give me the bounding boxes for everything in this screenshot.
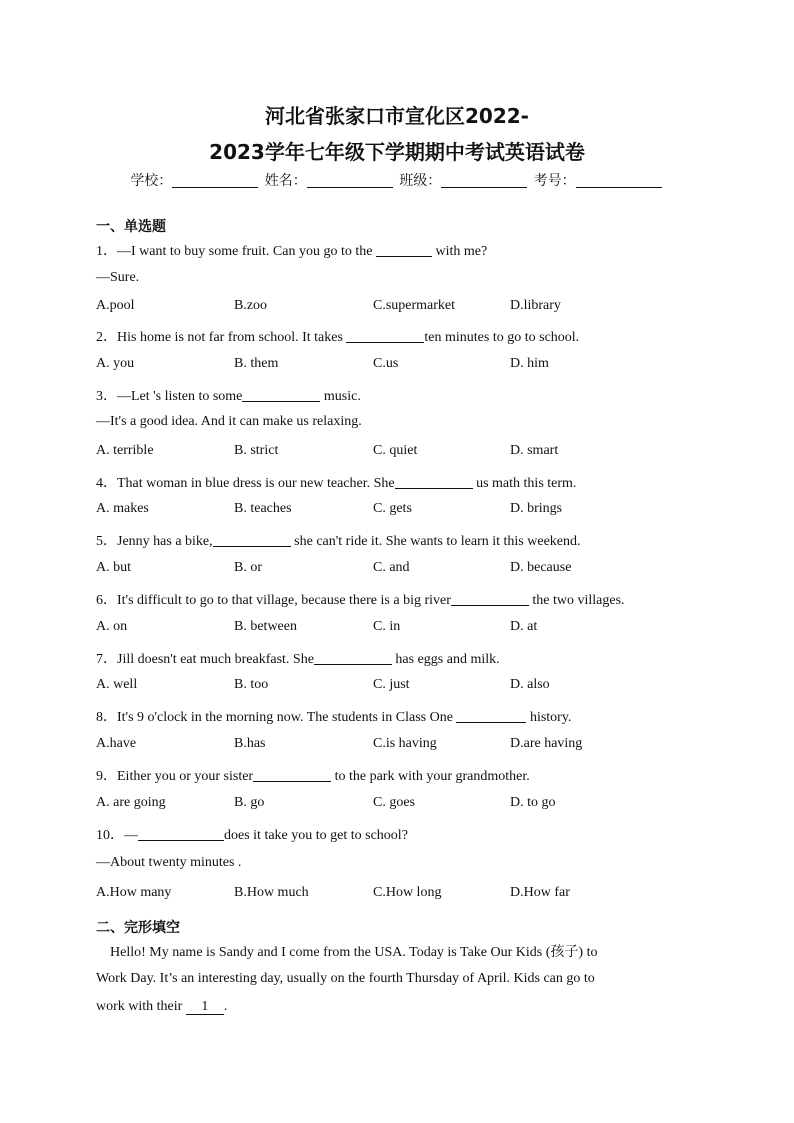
question-5 — [96, 530, 581, 550]
class-label: 班级： — [399, 173, 442, 189]
option-d[interactable]: D.library — [510, 298, 561, 313]
answer-blank[interactable] — [451, 591, 529, 606]
question-text: Jenny has a bike, — [117, 534, 213, 549]
option-b[interactable]: B. them — [234, 356, 279, 371]
question-2 — [96, 326, 579, 346]
question-number: 3． — [96, 389, 117, 404]
cloze-paragraph-line3 — [96, 999, 698, 1015]
question-text: It's 9 o'clock in the morning now. The students in Class One — [117, 710, 457, 725]
question-10-options — [96, 885, 696, 905]
question-2-options — [96, 356, 696, 376]
question-text: Either you or your sister — [117, 769, 254, 784]
option-a[interactable]: A. on — [96, 619, 128, 634]
student-info-line — [0, 170, 794, 190]
question-6-options — [96, 619, 696, 639]
option-b[interactable]: B. or — [234, 560, 262, 575]
question-3-options — [96, 443, 696, 463]
answer-blank[interactable] — [395, 474, 473, 489]
option-c[interactable]: C. gets — [373, 501, 412, 516]
question-4-options — [96, 501, 696, 521]
number-blank[interactable] — [576, 172, 662, 188]
option-c[interactable]: C. in — [373, 619, 401, 634]
question-3 — [96, 385, 361, 405]
option-d[interactable]: D. him — [510, 356, 549, 371]
question-text: to the park with your grandmother. — [331, 769, 530, 784]
question-text: ten minutes to go to school. — [424, 330, 580, 345]
option-b[interactable]: B. between — [234, 619, 297, 634]
answer-blank[interactable] — [253, 767, 331, 782]
answer-blank[interactable] — [376, 242, 432, 257]
option-d[interactable]: D. also — [510, 677, 550, 692]
cloze-blank-1[interactable]: 1 — [186, 999, 224, 1015]
question-text: music. — [320, 389, 361, 404]
option-d[interactable]: D. because — [510, 560, 572, 575]
question-10 — [96, 824, 408, 844]
cloze-text: ) to — [578, 945, 598, 960]
option-d[interactable]: D. to go — [510, 795, 556, 810]
option-a[interactable]: A.How many — [96, 885, 172, 900]
question-text: Jill doesn't eat much breakfast. She — [117, 652, 314, 667]
option-b[interactable]: B. too — [234, 677, 269, 692]
question-5-options — [96, 560, 696, 580]
option-c[interactable]: C. and — [373, 560, 410, 575]
number-label: 考号： — [533, 173, 576, 189]
option-d[interactable]: D. at — [510, 619, 538, 634]
option-a[interactable]: A.pool — [96, 298, 135, 313]
name-blank[interactable] — [307, 172, 393, 188]
question-1-reply: —Sure. — [96, 270, 140, 285]
option-c[interactable]: C.supermarket — [373, 298, 456, 313]
cloze-text: Hello! My name is Sandy and I come from the USA. Today is Take Our Kids ( — [110, 945, 551, 960]
question-text: That woman in blue dress is our new teacher. She — [117, 476, 395, 491]
cloze-text: work with their — [96, 999, 186, 1014]
class-blank[interactable] — [441, 172, 527, 188]
question-text: His home is not far from school. It takes — [117, 330, 347, 345]
option-b[interactable]: B. go — [234, 795, 265, 810]
answer-blank[interactable] — [213, 532, 291, 547]
question-4 — [96, 472, 576, 492]
option-a[interactable]: A. makes — [96, 501, 149, 516]
question-1-options — [96, 298, 696, 318]
question-7-options — [96, 677, 696, 697]
option-b[interactable]: B.zoo — [234, 298, 268, 313]
answer-blank[interactable] — [346, 328, 424, 343]
exam-title-line2: 2023学年七年级下学期期中考试英语试卷 — [209, 140, 585, 164]
exam-title-line1: 河北省张家口市宣化区2022- — [265, 104, 529, 128]
cloze-text-chinese: 孩子 — [550, 944, 579, 960]
cloze-paragraph-line1 — [110, 941, 698, 961]
section-heading-cloze: 二、完形填空 — [96, 920, 180, 936]
question-text: —Let 's listen to some — [117, 389, 243, 404]
question-number: 1． — [96, 244, 117, 259]
school-blank[interactable] — [172, 172, 258, 188]
option-d[interactable]: D. smart — [510, 443, 559, 458]
question-number: 8． — [96, 710, 117, 725]
question-text: —I want to buy some fruit. Can you go to the — [117, 244, 376, 259]
option-b[interactable]: B.How much — [234, 885, 309, 900]
option-a[interactable]: A. well — [96, 677, 138, 692]
option-b[interactable]: B. strict — [234, 443, 279, 458]
question-number: 4． — [96, 476, 117, 491]
question-number: 7． — [96, 652, 117, 667]
option-c[interactable]: C.is having — [373, 736, 437, 751]
option-d[interactable]: D.How far — [510, 885, 570, 900]
question-8 — [96, 706, 571, 726]
question-text: It's difficult to go to that village, because there is a big river — [117, 593, 451, 608]
option-a[interactable]: A. terrible — [96, 443, 154, 458]
option-d[interactable]: D.are having — [510, 736, 583, 751]
option-c[interactable]: C. goes — [373, 795, 415, 810]
question-9-options — [96, 795, 696, 815]
option-c[interactable]: C. quiet — [373, 443, 418, 458]
answer-blank[interactable] — [314, 650, 392, 665]
question-1 — [96, 240, 487, 260]
question-9 — [96, 765, 530, 785]
option-b[interactable]: B.has — [234, 736, 266, 751]
question-8-options — [96, 736, 696, 756]
cloze-text: . — [223, 999, 228, 1014]
question-text: the two villages. — [528, 593, 625, 608]
question-number: 5． — [96, 534, 117, 549]
question-text: — — [124, 828, 138, 843]
question-number: 9． — [96, 769, 117, 784]
answer-blank[interactable] — [138, 826, 224, 841]
answer-blank[interactable] — [242, 387, 320, 402]
option-b[interactable]: B. teaches — [234, 501, 292, 516]
option-c[interactable]: C.us — [373, 356, 399, 371]
option-c[interactable]: C. just — [373, 677, 410, 692]
question-text: history. — [526, 710, 572, 725]
question-text: she can't ride it. She wants to learn it this weekend. — [290, 534, 581, 549]
question-text: has eggs and milk. — [391, 652, 500, 667]
question-text: with me? — [431, 244, 488, 259]
section-heading-single-choice: 一、单选题 — [96, 219, 166, 235]
option-c[interactable]: C.How long — [373, 885, 442, 900]
cloze-paragraph-line2: Work Day. It’s an interesting day, usually on the fourth Thursday of April. Kids can go to — [96, 971, 595, 986]
question-number: 2． — [96, 330, 117, 345]
option-a[interactable]: A. but — [96, 560, 131, 575]
option-d[interactable]: D. brings — [510, 501, 563, 516]
option-a[interactable]: A. are going — [96, 795, 166, 810]
answer-blank[interactable] — [456, 708, 526, 723]
option-a[interactable]: A.have — [96, 736, 137, 751]
question-7 — [96, 648, 500, 668]
question-number: 10． — [96, 828, 124, 843]
question-text: us math this term. — [472, 476, 577, 491]
question-10-reply: —About twenty minutes . — [96, 855, 242, 870]
question-number: 6． — [96, 593, 117, 608]
question-text: does it take you to get to school? — [224, 828, 408, 843]
option-a[interactable]: A. you — [96, 356, 135, 371]
school-label: 学校： — [130, 173, 173, 189]
question-6 — [96, 589, 625, 609]
question-3-reply: —It's a good idea. And it can make us relaxing. — [96, 414, 362, 429]
name-label: 姓名： — [264, 173, 307, 189]
